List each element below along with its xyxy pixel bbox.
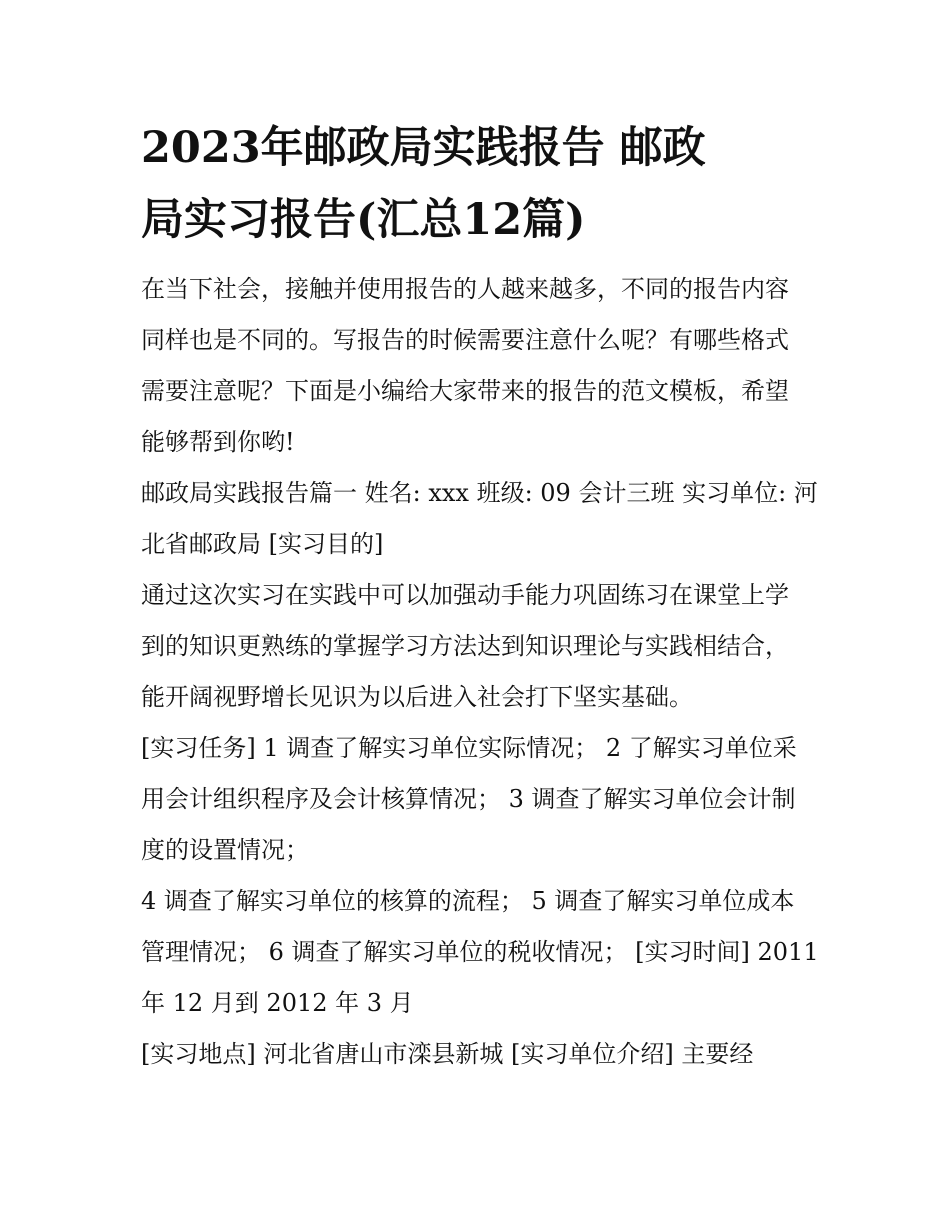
text-line: 用会计组织程序及会计核算情况； 3 调查了解实习单位会计制 bbox=[141, 785, 796, 813]
text-line: 邮政局实践报告篇一 姓名: xxx 班级: 09 会计三班 实习单位: 河 bbox=[141, 479, 818, 507]
title-line: 局实习报告(汇总12篇) bbox=[141, 195, 586, 245]
text-line: 在当下社会，接触并使用报告的人越来越多，不同的报告内容 bbox=[141, 275, 789, 303]
text-line: 能够帮到你哟! bbox=[141, 428, 295, 456]
text-line: 4 调查了解实习单位的核算的流程； 5 调查了解实习单位成本 bbox=[141, 887, 795, 915]
text-line: 到的知识更熟练的掌握学习方法达到知识理论与实践相结合， bbox=[141, 632, 789, 660]
text-line: 北省邮政局 [实习目的] bbox=[141, 530, 384, 558]
text-line: 需要注意呢？下面是小编给大家带来的报告的范文模板，希望 bbox=[141, 377, 789, 405]
text-line: 年 12 月到 2012 年 3 月 bbox=[141, 989, 414, 1017]
text-line: 能开阔视野增长见识为以后进入社会打下坚实基础。 bbox=[141, 683, 693, 711]
document-body bbox=[141, 112, 819, 1080]
text-line: [实习任务] 1 调查了解实习单位实际情况； 2 了解实习单位采 bbox=[141, 734, 797, 762]
text-line: [实习地点] 河北省唐山市滦县新城 [实习单位介绍] 主要经 bbox=[141, 1040, 754, 1068]
text-line: 度的设置情况； bbox=[141, 836, 309, 864]
text-line: 通过这次实习在实践中可以加强动手能力巩固练习在课堂上学 bbox=[141, 581, 789, 609]
title-line: 2023年邮政局实践报告 邮政 bbox=[141, 123, 706, 173]
text-line: 管理情况； 6 调查了解实习单位的税收情况； [实习时间] 2011 bbox=[141, 938, 819, 966]
text-line: 同样也是不同的。写报告的时候需要注意什么呢？有哪些格式 bbox=[141, 326, 789, 354]
document-title bbox=[141, 112, 813, 256]
